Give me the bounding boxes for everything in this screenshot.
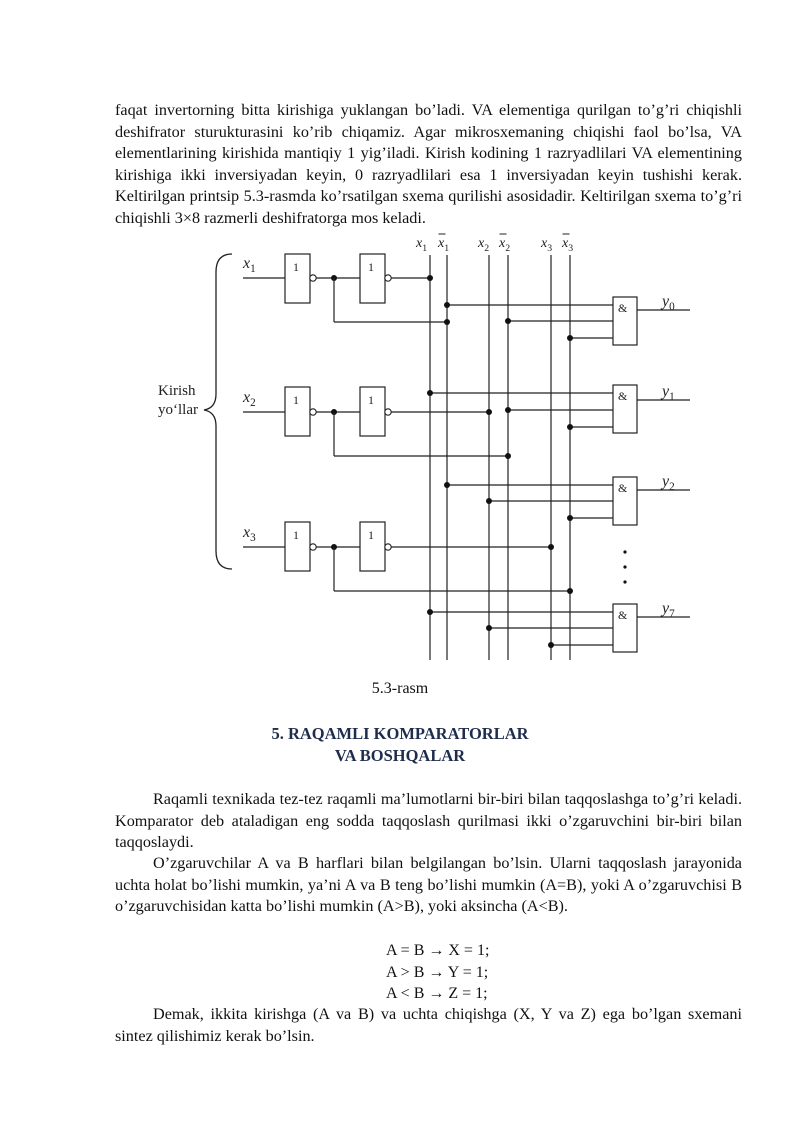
conclusion-paragraph: Demak, ikkita kirishga (A va B) va uchta chiqishga (X, Y va Z) ega bo’lgan sxemani sintez qilishimiz kerak bo’lsin. xyxy=(115,1005,742,1045)
decoder-circuit-figure xyxy=(150,228,710,664)
comparison-formulas xyxy=(386,940,489,1005)
inversion-bubble xyxy=(310,275,316,281)
junction-dot xyxy=(567,335,573,341)
input-group-brace xyxy=(204,254,232,569)
inversion-bubble xyxy=(385,544,391,550)
inverter-symbol: 1 xyxy=(293,393,299,407)
junction-dot xyxy=(548,544,554,550)
formula-equal: A = B → X = 1; xyxy=(386,942,490,959)
output-label: $y_7$ xyxy=(662,600,675,620)
junction-dot xyxy=(486,625,492,631)
junction-dot xyxy=(444,302,450,308)
section-heading xyxy=(0,723,800,767)
junction-dot xyxy=(567,588,573,594)
inverter-symbol: 1 xyxy=(368,393,374,407)
and-symbol: & xyxy=(618,608,628,622)
inverter-symbol: 1 xyxy=(368,528,374,542)
bus-label: $x_2$ xyxy=(478,236,490,254)
output-label: $y_2$ xyxy=(662,473,675,493)
input-label: $x_2$ xyxy=(243,389,256,409)
and-symbol: & xyxy=(618,301,628,315)
decoder-circuit-diagram xyxy=(150,228,710,664)
inversion-bubble xyxy=(310,544,316,550)
junction-dot xyxy=(567,424,573,430)
junction-dot xyxy=(505,407,511,413)
inversion-bubble xyxy=(310,409,316,415)
bus-label: $x_2$ xyxy=(499,236,511,254)
junction-dot xyxy=(486,498,492,504)
junction-dot xyxy=(427,609,433,615)
inverter-symbol: 1 xyxy=(293,528,299,542)
inverter-symbol: 1 xyxy=(293,260,299,274)
output-label: $y_1$ xyxy=(662,383,675,403)
output-label: $y_0$ xyxy=(662,293,675,313)
figure-caption: 5.3-rasm xyxy=(371,680,429,697)
variables-paragraph: O’zgaruvchilar A va B harflari bilan belgilangan bo’lsin. Ularni taqqoslash jarayonida uchta holat bo’lishi mumkin, ya’ni A va B teng bo’lishi mumkin (A=B), yoki A o’zgaruvchisi B o’zgaruvchisidan katta bo’lishi mumkin (A>B), yoki aksincha (A<B). xyxy=(115,854,742,915)
junction-dot xyxy=(444,482,450,488)
ellipsis-dot xyxy=(623,565,626,568)
group-label-line-1: Kirish xyxy=(158,383,196,399)
and-symbol: & xyxy=(618,389,628,403)
bus-label: $x_3$ xyxy=(541,236,553,254)
junction-dot xyxy=(444,319,450,325)
inversion-bubble xyxy=(385,275,391,281)
and-symbol: & xyxy=(618,481,628,495)
group-label-line-2: yo‘llar xyxy=(158,402,198,418)
intro-paragraph: faqat invertorning bitta kirishiga yuklangan bo’ladi. VA elementiga qurilgan to’g’ri chiqishli deshifrator sturukturasini ko’rib chiqamiz. Agar mikrosxemaning chiqishi faol bo’lsa, VA elementlarining kirishida mantiqiy 1 yig’iladi. Kirish kodining 1 razryadlilari VA elementining kirishiga ikki inversiyadan keyin, 0 razryadlilari esa 1 inversiyadan keyin tushishi kerak. Keltirilgan printsip 5.3-rasmda ko’rsatilgan sxema qurilishi asosidadir. Keltirilgan sxema to’g’ri chiqishli 3×8 razmerli deshifratorga mos keladi. xyxy=(115,101,742,227)
junction-dot xyxy=(505,453,511,459)
inversion-bubble xyxy=(385,409,391,415)
inverter-symbol: 1 xyxy=(368,260,374,274)
formula-greater: A > B → Y = 1; xyxy=(386,963,489,981)
formula-less: A < B → Z = 1; xyxy=(386,985,488,1002)
junction-dot xyxy=(567,515,573,521)
junction-dot xyxy=(427,275,433,281)
input-label: $x_1$ xyxy=(243,255,256,275)
ellipsis-dot xyxy=(623,580,626,583)
bus-label: $x_3$ xyxy=(562,236,574,254)
junction-dot xyxy=(505,318,511,324)
junction-dot xyxy=(427,390,433,396)
bus-label: $x_1$ xyxy=(416,236,428,254)
junction-dot xyxy=(486,409,492,415)
bus-label: $x_1$ xyxy=(438,236,450,254)
input-label: $x_3$ xyxy=(243,524,256,544)
ellipsis-dot xyxy=(623,550,626,553)
section-title-line-2: VA BOSHQALAR xyxy=(334,746,466,765)
comparator-paragraph: Raqamli texnikada tez-tez raqamli ma’lumotlarni bir-biri bilan taqqoslashga to’g’ri keladi. Komparator deb ataladigan eng sodda taqqoslash qurilmasi ikki o’zgaruvchini bir-biri bilan taqqoslaydi. xyxy=(115,790,742,851)
section-title-line-1: 5. RAQAMLI KOMPARATORLAR xyxy=(271,724,529,743)
junction-dot xyxy=(548,642,554,648)
